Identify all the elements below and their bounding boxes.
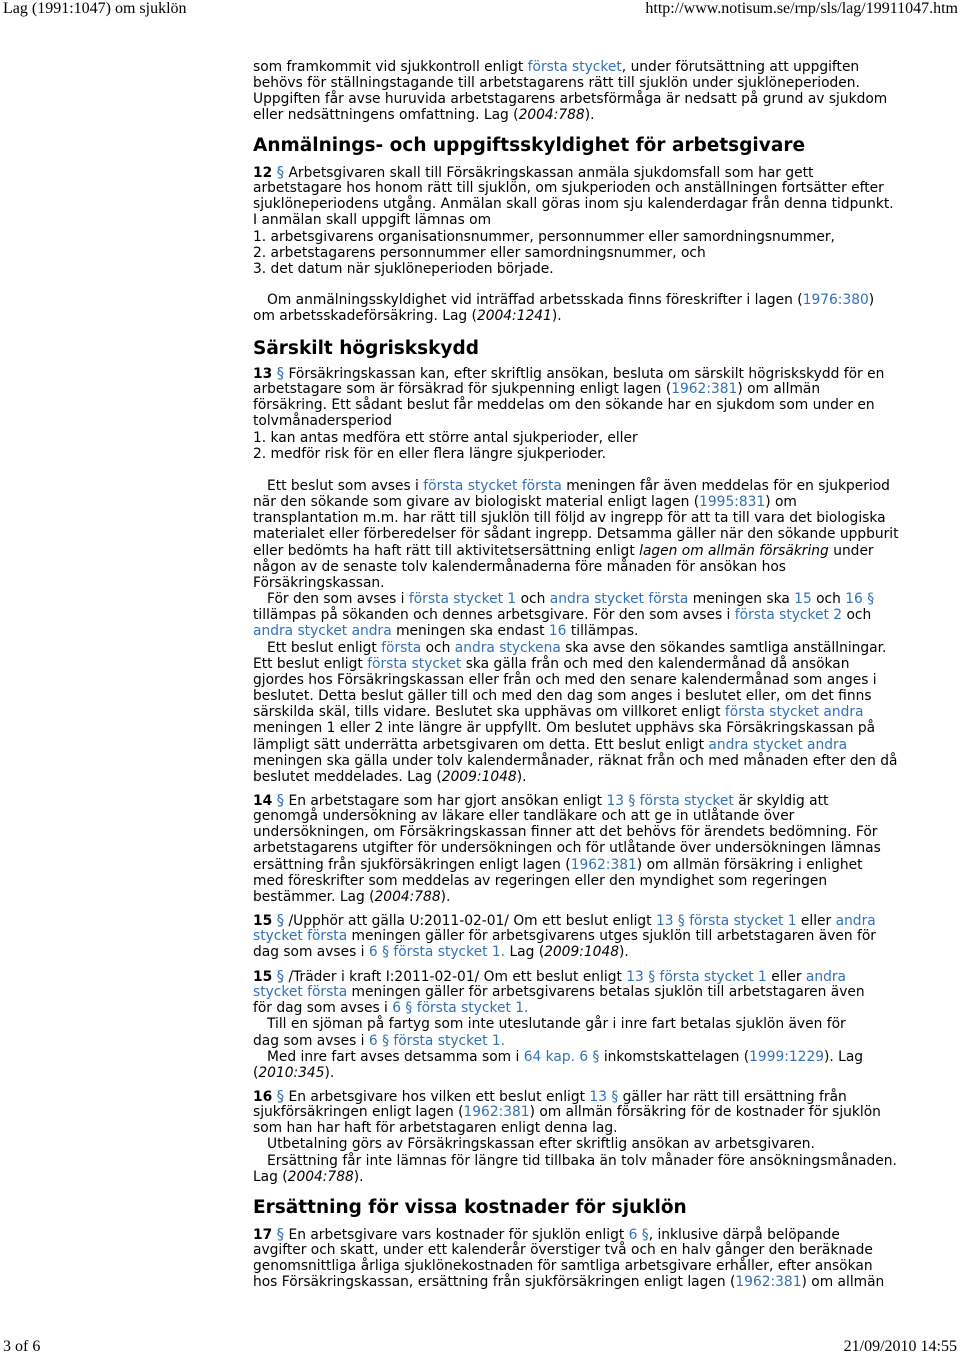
section-sign-link[interactable]: § [276, 1225, 285, 1243]
text-run: genomsnittliga årliga sjuklönekostnaden för samtliga arbetsgivare erhåller, efter ansökan [253, 1258, 873, 1275]
print-footer-page-number: 3 of 6 [3, 1338, 41, 1355]
text-line [253, 526, 899, 542]
text-line [253, 59, 887, 75]
text-run: 1. kan antas medföra ett större antal sjukperioder, eller [253, 429, 638, 446]
text-run: under [828, 542, 874, 559]
text-run: meningen gäller för arbetsgivarens utges sjuklön till arbetstagaren även för [347, 928, 876, 945]
law-reference-link[interactable]: 16 § [845, 591, 875, 608]
section-sign-link[interactable]: § [276, 791, 285, 809]
text-run: sjukförsäkringen enligt lagen ( [253, 1104, 464, 1121]
law-reference-link[interactable]: 1962:381 [671, 381, 738, 398]
text-run: och [811, 591, 846, 608]
text-run: Ett beslut enligt [267, 639, 382, 656]
text-line [253, 1049, 865, 1065]
law-reference-link[interactable]: 6 § [628, 1227, 649, 1243]
amendment-reference: 2010:345 [258, 1064, 325, 1081]
text-run: beslutet meddelades. Lag ( [253, 768, 442, 785]
text-line [253, 308, 874, 324]
text-run: transplantation m.m. har rätt till sjuklön till följd av ingrepp för att ta till vara det biologiska [253, 510, 886, 527]
law-reference-link[interactable]: 1962:381 [463, 1104, 530, 1121]
text-run: Med inre fart avses detsamma som i [267, 1048, 524, 1065]
text-run: 3. det datum när sjuklöneperioden började. [253, 260, 554, 277]
text-run: särskilda skäl, tills vidare. Beslutet ska upphävas om villkoret enligt [253, 704, 725, 721]
law-reference-link[interactable]: 64 kap. 6 § [523, 1048, 600, 1065]
text-run: eller nedsättningens omfattning. Lag ( [253, 107, 519, 124]
text-line [253, 873, 881, 889]
text-line [253, 1169, 897, 1185]
print-header-title: Lag (1991:1047) om sjuklön [3, 0, 187, 17]
law-reference-link[interactable]: första [381, 639, 422, 656]
amendment-reference: 2009:1048 [544, 944, 619, 961]
law-reference-link[interactable]: andra [805, 969, 847, 985]
text-line [253, 365, 884, 381]
text-line [253, 928, 876, 944]
text-run: och [842, 607, 872, 624]
text-line [253, 640, 899, 656]
text-run: ). [324, 1064, 335, 1081]
law-reference-link[interactable]: första stycket andra [724, 704, 864, 721]
text-run: /Upphör att gälla U:2011-02-01/ Om ett beslut enligt [284, 913, 656, 929]
text-run: försäkring. Ett sådant beslut får meddelas om den sökande har en sjukdom som under en [253, 397, 875, 414]
section-number: 15 [253, 969, 273, 985]
law-reference-link[interactable]: 1995:831 [699, 494, 766, 511]
text-run: 2. medför risk för en eller flera längre sjukperioder. [253, 445, 607, 462]
text-run: Uppgiften får avse huruvida arbetstagarens arbetsförmåga är nedsatt på grund av sjukdom [253, 91, 888, 108]
text-run: Ett beslut enligt [253, 655, 368, 672]
amendment-reference: 2004:788 [287, 1168, 354, 1185]
text-line [253, 688, 899, 704]
section-number: 14 [253, 793, 273, 809]
law-reference-link[interactable]: 6 § första stycket 1. [368, 944, 506, 961]
text-run: Lag ( [253, 1168, 288, 1185]
paragraph-section-15-new [253, 968, 865, 1081]
law-reference-link[interactable]: 13 § första stycket 1 [655, 913, 797, 929]
text-line [253, 889, 881, 905]
law-reference-link[interactable]: 13 § [589, 1089, 619, 1105]
law-reference-link[interactable]: första stycket 1 [408, 591, 517, 608]
law-reference-link[interactable]: 6 § första stycket 1. [392, 1000, 529, 1017]
text-run: materialet eller förberedelser för sådant ingrepp. Detsamma gäller när den sökande uppburit [253, 526, 899, 543]
text-line [253, 261, 894, 277]
law-reference-link[interactable]: andra stycket första [549, 591, 689, 608]
text-line [253, 672, 899, 688]
text-line [253, 446, 884, 462]
text-run: meningen ska gälla under tolv kalendermånader, räknat från och med månaden efter den då [253, 752, 898, 769]
law-reference-link[interactable]: 1962:381 [735, 1274, 802, 1291]
text-line [253, 413, 884, 429]
text-run: /Träder i kraft I:2011-02-01/ Om ett beslut enligt [284, 969, 627, 985]
text-line [253, 245, 894, 261]
text-run: gäller har rätt till ersättning från [618, 1089, 847, 1105]
text-line [253, 1242, 884, 1258]
text-run: ). Lag [824, 1048, 864, 1065]
section-number: 17 [253, 1227, 273, 1243]
paragraph-section-15-repealed [253, 912, 876, 960]
text-run: ) om allmän försäkring i enlighet [636, 856, 863, 873]
text-line [253, 1065, 865, 1081]
text-run: , under förutsättning att uppgiften [621, 59, 860, 75]
text-run: ) [868, 292, 875, 308]
text-line [253, 212, 894, 228]
paragraph-section-12 [253, 164, 894, 277]
text-line [253, 1258, 884, 1274]
text-run: dag som avses i [253, 944, 369, 961]
text-run: som han har haft för arbetstagaren enligt denna lag. [253, 1120, 618, 1137]
text-run: är skyldig att [733, 793, 829, 809]
text-run: ) om [765, 494, 797, 511]
section-heading-ersattning: Ersättning för vissa kostnader för sjuklön [253, 1197, 687, 1218]
text-run: inkomstskattelagen ( [599, 1048, 750, 1065]
print-header-url: http://www.notisum.se/rnp/sls/lag/19911047.htm [645, 0, 958, 17]
text-run: ska gälla från och med den kalendermånad då ansökan [461, 655, 850, 672]
section-sign-link[interactable]: § [276, 163, 285, 181]
text-run: beslutet. Detta beslut gäller till och med den dag som anges i beslutet eller, om det finns [253, 688, 872, 705]
section-number: 12 [253, 165, 273, 181]
text-line [253, 292, 874, 308]
text-line [253, 1016, 865, 1032]
law-reference-link[interactable]: 6 § första stycket 1. [368, 1032, 506, 1049]
text-run: för dag som avses i [253, 1000, 393, 1017]
text-line [253, 607, 899, 623]
text-line [253, 397, 884, 413]
text-run: En arbetsgivare vars kostnader för sjuklön enligt [284, 1227, 629, 1243]
text-run: arbetstagarens utgifter för undersökningen och för utlåtande över undersökningen lämnas [253, 840, 881, 857]
text-run: ( [253, 1064, 259, 1081]
text-run: ). [353, 1168, 364, 1185]
text-run: Om anmälningsskyldighet vid inträffad arbetsskada finns föreskrifter i lagen ( [267, 292, 803, 308]
text-line [253, 75, 887, 91]
law-reference-link[interactable]: 1999:1229 [749, 1048, 825, 1065]
print-footer-datetime: 21/09/2010 14:55 [843, 1338, 957, 1355]
text-line [253, 753, 899, 769]
text-run: avgifter och skatt, under ett kalenderår överstiger två och en halv gånger den beräknade [253, 1242, 873, 1259]
text-run: , inklusive därpå belöpande [648, 1227, 840, 1243]
section-sign-link[interactable]: § [276, 967, 285, 985]
text-line [253, 1088, 897, 1104]
text-run: ). [619, 944, 629, 961]
law-reference-link[interactable]: första stycket [527, 59, 622, 75]
text-line [253, 180, 894, 196]
text-line [253, 704, 899, 720]
text-line [253, 381, 884, 397]
amendment-reference: lagen om allmän försäkring [639, 542, 829, 559]
paragraph-section-14 [253, 792, 881, 905]
text-line [253, 591, 899, 607]
text-run: om arbetsskadeförsäkring. Lag ( [253, 308, 477, 325]
text-run: meningen gäller för arbetsgivarens betalas sjuklön till arbetstagaren även [347, 984, 865, 1001]
text-line [253, 107, 887, 123]
text-run: bestämmer. Lag ( [253, 888, 375, 905]
text-run: Försäkringskassan kan, efter skriftlig ansökan, besluta om särskilt högriskskydd för en [284, 366, 885, 382]
text-run: Ersättning får inte lämnas för längre tid tillbaka än tolv månader före ansökningsmånaden. [267, 1152, 897, 1169]
amendment-reference: 2004:788 [518, 107, 585, 124]
text-run: I anmälan skall uppgift lämnas om [253, 212, 492, 229]
law-reference-link[interactable]: första stycket första [423, 478, 562, 494]
text-line [253, 91, 887, 107]
text-run: hos Försäkringskassan, ersättning från sjukförsäkringen enligt lagen ( [253, 1274, 736, 1291]
text-run: meningen ska endast [391, 623, 549, 640]
section-heading-hogriskskydd: Särskilt högriskskydd [253, 338, 479, 359]
section-sign-link[interactable]: § [276, 911, 285, 929]
section-number: 15 [253, 913, 273, 929]
text-run: ) om allmän [801, 1274, 885, 1291]
text-run: sjuklöneperiodens utgång. Anmälan skall göras inom sju kalenderdagar från denna tidpunkt. [253, 196, 894, 213]
text-run: arbetstagare hos honom rätt till sjuklön, om sjukperioden och anställningen fortsätter efter [253, 180, 884, 197]
text-run: ). [551, 308, 562, 325]
law-reference-link[interactable]: 13 § första stycket [606, 793, 734, 809]
amendment-reference: 2004:788 [374, 888, 441, 905]
law-reference-link[interactable]: andra styckena [454, 639, 561, 656]
text-run: undersökningen, om Försäkringskassan finner att det behövs för ärendets bedömning. För [253, 824, 878, 841]
law-reference-link[interactable]: första stycket [367, 655, 462, 672]
law-reference-link[interactable]: 16 [548, 623, 567, 640]
law-reference-link[interactable]: andra stycket andra [708, 736, 848, 753]
text-run: när den sökande som givare av biologiskt material enligt lagen ( [253, 494, 700, 511]
law-reference-link[interactable]: 1976:380 [802, 292, 869, 308]
text-run: 1. arbetsgivarens organisationsnummer, personnummer eller samordningsnummer, [253, 228, 835, 245]
text-run: tolvmånadersperiod [253, 413, 392, 430]
section-sign-link[interactable]: § [276, 364, 285, 382]
text-line [253, 944, 876, 960]
text-line [253, 1104, 897, 1120]
text-line [253, 478, 899, 494]
text-run: En arbetsgivare hos vilken ett beslut enligt [284, 1089, 590, 1105]
text-run: Utbetalning görs av Försäkringskassan efter skriftlig ansökan av arbetsgivaren. [267, 1136, 815, 1153]
text-run: dag som avses i [253, 1032, 369, 1049]
text-line [253, 840, 881, 856]
text-run: som framkommit vid sjukkontroll enligt [253, 59, 528, 75]
text-run: gjordes hos Försäkringskassan eller från och med den senare kalendermånad som anges i [253, 671, 877, 688]
text-line [253, 543, 899, 559]
text-run: ) om allmän [737, 381, 821, 398]
text-run: Ett beslut som avses i [267, 478, 424, 494]
text-line [253, 720, 899, 736]
text-run: eller [766, 969, 806, 985]
text-run: meningen får även meddelas för en sjukperiod [561, 478, 890, 494]
text-line [253, 1153, 897, 1169]
text-line [253, 229, 894, 245]
text-line [253, 196, 894, 212]
amendment-reference: 2009:1048 [441, 768, 517, 785]
text-run: ersättning från sjukförsäkringen enligt lagen ( [253, 856, 571, 873]
text-line [253, 1033, 865, 1049]
continuation-paragraph [253, 59, 887, 124]
text-run: med föreskrifter som meddelas av regeringen eller den myndighet som regeringen [253, 872, 828, 889]
law-reference-link[interactable]: stycket första [253, 984, 348, 1001]
text-run: tillämpas på sökanden och dennes arbetsgivare. För den som avses i [253, 607, 735, 624]
section-number: 13 [253, 366, 273, 382]
text-run: eller bedömts ha haft rätt till aktivitetsersättning enligt [253, 542, 640, 559]
text-run: För den som avses i [267, 591, 409, 608]
text-line [253, 737, 899, 753]
paragraph-section-17 [253, 1226, 884, 1291]
text-line [253, 510, 899, 526]
paragraph-arbetsskada-note [253, 292, 874, 324]
text-line [253, 1274, 884, 1290]
law-reference-link[interactable]: andra stycket andra [253, 623, 392, 640]
paragraph-section-13 [253, 365, 884, 462]
text-line [253, 912, 876, 928]
text-line [253, 857, 881, 873]
law-reference-link[interactable]: andra [835, 913, 876, 929]
text-run: och [516, 591, 550, 608]
text-run: ). [584, 107, 595, 124]
law-reference-link[interactable]: 1962:381 [570, 856, 637, 873]
text-line [253, 623, 899, 639]
text-run: behövs för ställningstagande till arbetstagarens rätt till sjuklön under sjuklöneperioden. [253, 75, 860, 92]
text-line [253, 559, 899, 575]
text-run: Lag ( [505, 944, 545, 961]
text-run: och [421, 639, 455, 656]
text-line [253, 792, 881, 808]
text-run: ) om allmän försäkring för de kostnader för sjuklön [529, 1104, 881, 1121]
text-line [253, 575, 899, 591]
law-reference-link[interactable]: första stycket 2 [734, 607, 843, 624]
text-run: Arbetsgivaren skall till Försäkringskassan anmäla sjukdomsfall som har gett [284, 165, 814, 181]
section-number: 16 [253, 1089, 273, 1105]
text-line [253, 430, 884, 446]
text-run: någon av de senaste tolv kalendermånaderna före månaden för ansökan hos [253, 558, 786, 575]
text-line [253, 1000, 865, 1016]
law-reference-link[interactable]: stycket första [253, 928, 348, 945]
paragraph-section-16 [253, 1088, 897, 1185]
law-reference-link[interactable]: 15 [794, 591, 812, 608]
text-run: Försäkringskassan. [253, 574, 385, 591]
text-line [253, 164, 894, 180]
section-sign-link[interactable]: § [276, 1087, 285, 1105]
text-run: lämpligt sätt underrätta arbetsgivaren om detta. Ett beslut enligt [253, 736, 709, 753]
text-run: tillämpas. [566, 623, 639, 640]
text-run: ). [516, 768, 527, 785]
text-run: Till en sjöman på fartyg som inte uteslutande går i inre fart betalas sjuklön även för [267, 1016, 846, 1033]
text-line [253, 1120, 897, 1136]
text-line [253, 1226, 884, 1242]
text-line [253, 824, 881, 840]
text-run: ). [440, 888, 451, 905]
text-run: meningen 1 eller 2 inte längre är uppfyllt. Om beslutet upphävs ska Försäkringskassan på [253, 720, 876, 737]
text-run: eller [796, 913, 836, 929]
text-line [253, 968, 865, 984]
paragraph-section-13-continued [253, 478, 899, 785]
text-run: genomgå undersökning av läkare eller tandläkare och att ge in utlåtande över [253, 808, 795, 825]
text-run: En arbetstagare som har gjort ansökan enligt [284, 793, 607, 809]
text-run: arbetstagare som är försäkrad för sjukpenning enligt lagen ( [253, 381, 672, 398]
text-line [253, 656, 899, 672]
law-reference-link[interactable]: 13 § första stycket 1 [626, 969, 767, 985]
text-run: 2. arbetstagarens personnummer eller samordningsnummer, och [253, 244, 706, 261]
text-line [253, 808, 881, 824]
text-line [253, 1136, 897, 1152]
text-run: meningen ska [688, 591, 795, 608]
text-line [253, 494, 899, 510]
text-run: ska avse den sökandes samtliga anställningar. [560, 639, 887, 656]
text-line [253, 769, 899, 785]
amendment-reference: 2004:1241 [476, 308, 552, 325]
section-heading-anmalningsskyldighet: Anmälnings- och uppgiftsskyldighet för arbetsgivare [253, 135, 805, 156]
text-line [253, 984, 865, 1000]
